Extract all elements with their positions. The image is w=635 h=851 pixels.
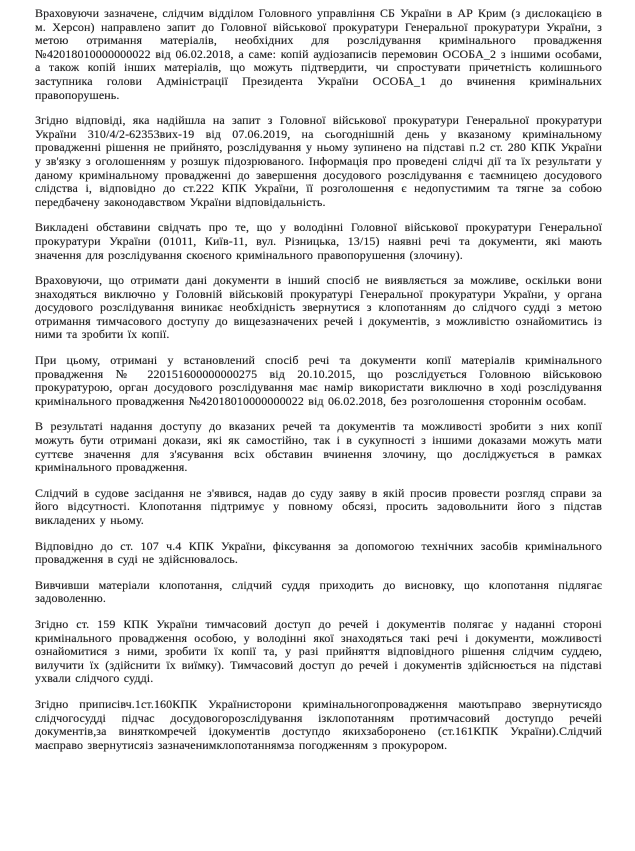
paragraph-investigator-absence: Слідчий в судове засідання не з'явився, надав до суду заяву в якій просив провести розгляд справи за його відсутності. Клопотання підтримує у повному обсязі, просить задовольнити його з підстав викладених у ньому.: [35, 485, 602, 527]
paragraph-intended-use: При цьому, отримані у встановлений спосіб речі та документи копії матеріалів кримінального провадження № 220151600000000275 від 20.10.2015, що розслідується Головною військовою прокуратурою, орган досудового розслідування має намір використати виключно в ході розслідування кримінального провадження №42018010000000022 від 06.02.2018, без розголошення стороннім особам.: [35, 353, 602, 408]
document-body: [35, 7, 602, 752]
paragraph-article-160: Згідно приписівч.1ст.160КПК Українисторони кримінальногопровадження маютьправо звернутисядо слідчогосудді підчас досудовогорозслідування ізклопотанням протимчасовий доступдо речейі документів,за виняткомречей ідокументів доступдо якихзаборонено (ст.161КПК України).Слідчий маєправо звернутисяіз зазначенимклопотаннямза погодженням з прокурором.: [35, 696, 602, 752]
paragraph-request-to-prosecutor: Враховуючи зазначене, слідчим відділом Головного управління СБ України в АР Крим (з дислокацією в м. Херсон) направлено запит до Головної військової прокуратури Генеральної прокуратури України, з метою отримання матеріалів, необхідних для розслідування кримінального провадження №42018010000000022 від 06.02.2018, а саме: копій аудіозаписів перемовин ОСОБА_2 з іншими особами, а також копій інших матеріалів, що можуть підтвердити, чи спростувати причетність колишнього заступника голови Адміністрації Президента України ОСОБА_1 до вчинення кримінальних правопорушень.: [35, 6, 602, 102]
paragraph-evidence-significance: В результаті надання доступу до вказаних речей та документів та можливості зробити з них копії можуть бути отримані докази, які як самостійно, так і в сукупності з іншими доказами можуть мати суттєве значення для з'ясування всіх обставин вчинення злочину, що досліджується в рамках кримінального провадження.: [35, 419, 602, 475]
paragraph-necessity-of-motion: Враховуючи, що отримати дані документи в інший спосіб не виявляється за можливе, оскільки вони знаходяться виключно у Головній військовій прокуратурі Генеральної прокуратури України, у органа досудового розслідування виникає необхідність звернутися з клопотанням до слідчого судді з метою отримання тимчасового доступу до вищезазначених речей і документів, з можливістю ознайомитись із ними та зробити їх копії.: [35, 273, 602, 342]
paragraph-response-received: Згідно відповіді, яка надійшла на запит з Головної військової прокуратури Генеральної прокуратури України 310/4/2-62353вих-19 від 07.06.2019, на сьогоднішній день у вказаному кримінальному провадженні рішення не прийнято, розслідування у ньому зупинено на підставі п.2 ст. 280 КПК України у зв'язку з оголошенням у розшук підозрюваного. Інформація про проведені слідчі дії та їх результати у даному кримінальному провадженні до завершення досудового розслідування є таємницею досудового слідства і, відповідно до ст.222 КПК України, її розголошення є недопустимим та тягне за собою передбачену законодавством України відповідальність.: [35, 113, 602, 209]
paragraph-article-159: Згідно ст. 159 КПК України тимчасовий доступ до речей і документів полягає у наданні стороні кримінального провадження особою, у володінні якої знаходяться такі речі і документи, можливості ознайомитися з ними, зробити їх копії та, у разі прийняття відповідного рішення слідчим суддею, вилучити їх (здійснити їх виїмку). Тимчасовий доступ до речей і документів здійснюється на підставі ухвали слідчого судді.: [35, 616, 602, 686]
paragraph-circumstances: Викладені обставини свідчать про те, що у володінні Головної військової прокуратури Генеральної прокуратури України (01011, Київ-11, вул. Різницька, 13/15) наявні речі та документи, які мають значення для розслідування скоєного кримінального правопорушення (злочину).: [35, 220, 602, 262]
paragraph-no-technical-recording: Відповідно до ст. 107 ч.4 КПК України, фіксування за допомогою технічних засобів кримінального провадження в суді не здійснювалось.: [35, 538, 602, 567]
paragraph-judge-conclusion: Вивчивши матеріали клопотання, слідчий суддя приходить до висновку, що клопотання підлягає задоволенню.: [35, 577, 602, 606]
